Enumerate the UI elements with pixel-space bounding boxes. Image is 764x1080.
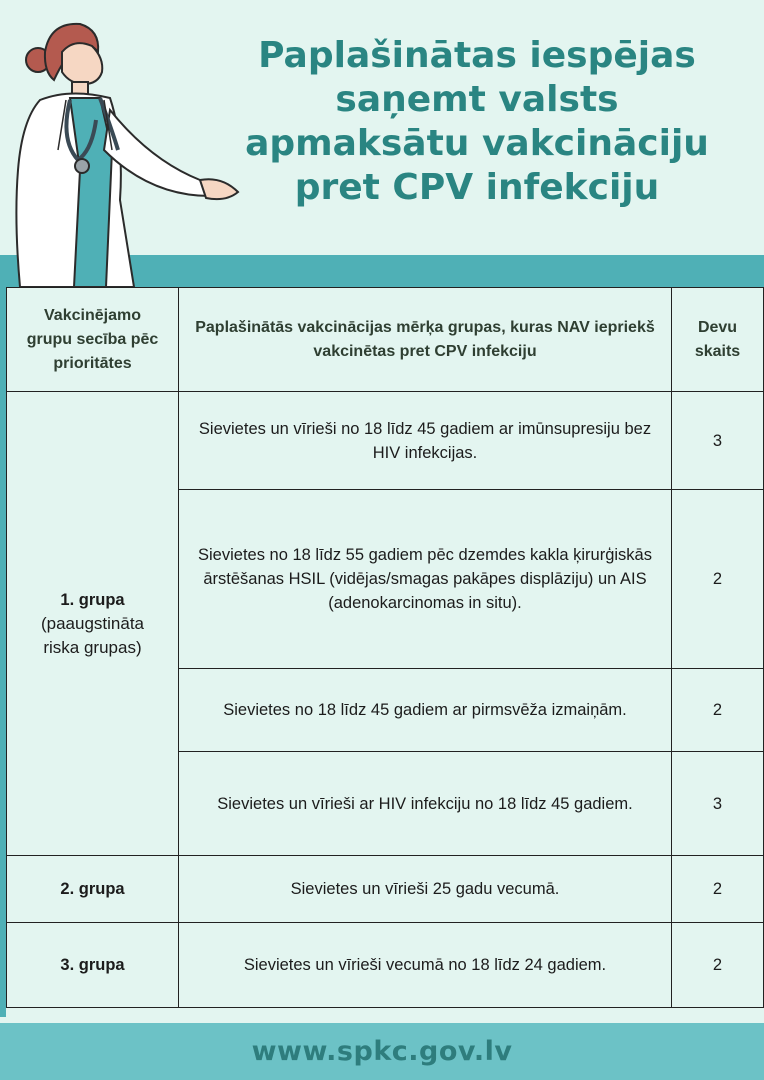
- group-3-name: 3. grupa: [60, 956, 125, 974]
- footer-bar: [0, 1023, 764, 1080]
- dose-cell: 2: [672, 923, 764, 1008]
- header-target-groups: Paplašinātās vakcinācijas mērķa grupas, kuras NAV iepriekš vakcinētas pret CPV infekciju: [179, 288, 672, 392]
- vaccination-table: [6, 287, 764, 1008]
- target-cell: Sievietes un vīrieši ar HIV infekciju no 18 līdz 45 gadiem.: [179, 752, 672, 856]
- target-cell: Sievietes un vīrieši 25 gadu vecumā.: [179, 856, 672, 923]
- header-dose-count: Devu skaits: [672, 288, 764, 392]
- table-row: [7, 923, 764, 1008]
- dose-cell: 3: [672, 752, 764, 856]
- group-2-name: 2. grupa: [60, 880, 125, 898]
- table-row: [7, 856, 764, 923]
- header-group-priority: Vakcinējamo grupu secība pēc prioritātes: [7, 288, 179, 392]
- table-row: [7, 392, 764, 490]
- website-link[interactable]: www.spkc.gov.lv: [251, 1036, 513, 1067]
- target-cell: Sievietes un vīrieši vecumā no 18 līdz 24 gadiem.: [179, 923, 672, 1008]
- group-1-name: 1. grupa: [60, 590, 125, 609]
- group-2-cell: [7, 856, 179, 923]
- table-header-row: [7, 288, 764, 392]
- doctor-illustration: [0, 0, 250, 287]
- dose-cell: 2: [672, 669, 764, 752]
- dose-cell: 3: [672, 392, 764, 490]
- target-cell: Sievietes un vīrieši no 18 līdz 45 gadiem ar imūnsupresiju bez HIV infekcijas.: [179, 392, 672, 490]
- dose-cell: 2: [672, 490, 764, 669]
- group-3-cell: [7, 923, 179, 1008]
- group-1-cell: [7, 392, 179, 856]
- target-cell: Sievietes no 18 līdz 45 gadiem ar pirmsvēža izmaiņām.: [179, 669, 672, 752]
- target-cell: Sievietes no 18 līdz 55 gadiem pēc dzemdes kakla ķirurģiskās ārstēšanas HSIL (vidējas/smagas pakāpes displāziju) un AIS (adenokarcinomas in situ).: [179, 490, 672, 669]
- dose-cell: 2: [672, 856, 764, 923]
- page-title: Paplašinātas iespējas saņemt valsts apmaksātu vakcināciju pret CPV infekciju: [245, 35, 709, 208]
- group-1-note: (paaugstināta riska grupas): [40, 613, 145, 657]
